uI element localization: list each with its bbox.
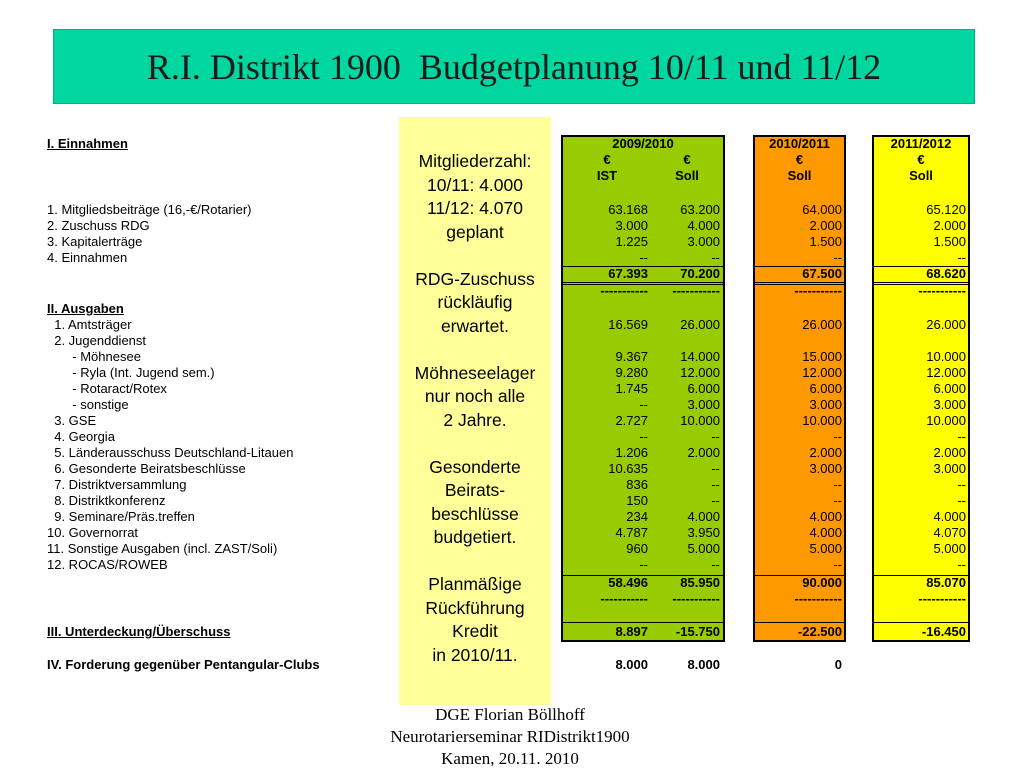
value-cell: --	[639, 250, 648, 265]
row-label: 5. Länderausschuss Deutschland-Litauen	[47, 445, 294, 460]
note-line: beschlüsse	[431, 503, 519, 524]
rule-line	[561, 575, 725, 576]
row-label: - Ryla (Int. Jugend sem.)	[47, 365, 215, 380]
value-cell: --	[711, 429, 720, 444]
value-cell: --	[833, 429, 842, 444]
value-cell: 26.000	[680, 317, 720, 332]
value-cell: 10.000	[680, 413, 720, 428]
value-cell: --	[833, 557, 842, 572]
value-cell: 68.620	[926, 266, 966, 281]
value-cell: 1.225	[615, 234, 648, 249]
row-label: 2. Jugenddienst	[47, 333, 147, 348]
separator-dashes: -----------	[794, 283, 842, 298]
section-ausgaben: II. Ausgaben	[47, 301, 124, 316]
value-cell: --	[711, 477, 720, 492]
value-cell: 67.393	[608, 266, 648, 281]
value-cell: --	[639, 557, 648, 572]
note-line: in 2010/11.	[432, 644, 518, 665]
value-cell: 58.496	[608, 575, 648, 590]
value-cell: 9.367	[615, 349, 648, 364]
slide-title: R.I. Distrikt 1900 Budgetplanung 10/11 und 11/12	[146, 46, 882, 87]
value-cell: 8.897	[615, 624, 648, 639]
note-line: erwartet.	[440, 315, 510, 336]
value-cell: 4.787	[615, 525, 648, 540]
value-cell: 2.000	[687, 445, 720, 460]
value-cell: 9.280	[615, 365, 648, 380]
row-label: 1. Mitgliedsbeiträge (16,-€/Rotarier)	[47, 202, 252, 217]
header-currency-soll-1011: €	[795, 152, 804, 167]
note-line: Beirats-	[444, 480, 506, 500]
footer-event: Neurotarierseminar RIDistrikt1900	[390, 727, 630, 746]
note-line: Planmäßige	[428, 574, 522, 594]
row-label: 3. GSE	[47, 413, 97, 428]
note-line: geplant	[446, 221, 504, 242]
footer-date: Kamen, 20.11. 2010	[441, 749, 579, 768]
header-year-2010-2011: 2010/2011	[769, 136, 830, 151]
value-cell: 4.000	[687, 218, 720, 233]
value-cell: 3.950	[687, 525, 720, 540]
value-cell: 26.000	[802, 317, 842, 332]
value-cell: -16.450	[921, 624, 966, 639]
header-type-soll-0910: Soll	[675, 168, 699, 183]
value-cell: 3.000	[933, 461, 966, 476]
value-cell: 3.000	[809, 397, 842, 412]
header-currency-soll-0910: €	[683, 152, 691, 167]
value-cell: 1.500	[933, 234, 966, 249]
value-cell: --	[711, 461, 720, 476]
value-cell: --	[957, 477, 966, 492]
row-label: 2. Zuschuss RDG	[47, 218, 150, 233]
row-label: 7. Distriktversammlung	[47, 477, 187, 492]
separator-dashes: -----------	[918, 283, 966, 298]
note-line: Kredit	[452, 621, 498, 641]
value-cell: --	[957, 429, 966, 444]
note-line: Gesonderte	[429, 456, 521, 477]
note-line: 10/11: 4.000	[426, 174, 523, 195]
rule-line	[753, 282, 846, 285]
value-cell: 8.000	[615, 657, 648, 672]
value-cell: 3.000	[809, 461, 842, 476]
separator-dashes: -----------	[672, 591, 720, 606]
header-currency-ist: €	[603, 152, 611, 167]
rule-line	[753, 622, 846, 623]
value-cell: --	[957, 493, 966, 508]
row-label: 12. ROCAS/ROWEB	[47, 557, 168, 572]
value-cell: 12.000	[680, 365, 720, 380]
rule-line	[561, 622, 725, 623]
header-type-soll-1011: Soll	[787, 168, 812, 183]
value-cell: --	[833, 477, 842, 492]
value-cell: --	[833, 493, 842, 508]
note-line: budgetiert.	[433, 527, 517, 547]
value-cell: 67.500	[802, 266, 842, 281]
value-cell: 4.070	[933, 525, 966, 540]
value-cell: 65.120	[926, 202, 966, 217]
value-cell: 1.500	[809, 234, 842, 249]
row-label: 10. Governorrat	[47, 525, 139, 540]
row-label: - sonstige	[47, 397, 129, 412]
rule-line	[561, 266, 725, 267]
value-cell: 70.200	[680, 266, 720, 281]
note-line: nur noch alle	[424, 386, 526, 406]
rule-line	[872, 266, 970, 267]
footer	[330, 704, 690, 770]
value-cell: 8.000	[687, 657, 720, 672]
rule-line	[872, 622, 970, 623]
value-cell: 12.000	[926, 365, 966, 380]
value-cell: --	[957, 557, 966, 572]
value-cell: --	[711, 250, 720, 265]
header-currency-soll-1112: €	[917, 152, 925, 167]
value-cell: 64.000	[802, 202, 842, 217]
value-cell: 2.727	[615, 413, 648, 428]
value-cell: 1.745	[615, 381, 648, 396]
value-cell: 5.000	[933, 541, 966, 556]
row-label: 11. Sonstige Ausgaben (incl. ZAST/Soli)	[47, 541, 278, 556]
rule-line	[872, 282, 970, 285]
value-cell: 6.000	[933, 381, 966, 396]
section-unterdeckung: III. Unterdeckung/Überschuss	[47, 624, 231, 639]
note-line: 2 Jahre.	[443, 409, 507, 430]
separator-dashes: -----------	[600, 283, 648, 298]
value-cell: 960	[626, 541, 648, 556]
row-label: 8. Distriktkonferenz	[47, 493, 166, 508]
value-cell: 12.000	[802, 365, 842, 380]
header-year-2011-2012: 2011/2012	[890, 136, 952, 151]
separator-dashes: -----------	[600, 591, 648, 606]
separator-dashes: -----------	[918, 591, 966, 606]
value-cell: 234	[626, 509, 648, 524]
header-year-2009-2010: 2009/2010	[612, 136, 674, 151]
value-cell: 0	[834, 657, 842, 672]
value-cell: --	[833, 250, 842, 265]
row-label: 3. Kapitalerträge	[47, 234, 143, 249]
value-cell: 4.000	[809, 509, 842, 524]
value-cell: 2.000	[809, 445, 842, 460]
value-cell: --	[711, 557, 720, 572]
note-line: 11/12: 4.070	[426, 198, 523, 218]
row-label: - Rotaract/Rotex	[47, 381, 167, 396]
value-cell: 26.000	[926, 317, 966, 332]
row-label: - Möhnesee	[47, 349, 141, 364]
separator-dashes: -----------	[672, 283, 720, 298]
row-label: 4. Georgia	[47, 429, 115, 444]
value-cell: 63.200	[680, 202, 720, 217]
value-cell: 6.000	[687, 381, 720, 396]
value-cell: 10.000	[926, 413, 966, 428]
value-cell: 4.000	[933, 509, 966, 524]
value-cell: 63.168	[608, 202, 648, 217]
rule-line	[872, 575, 970, 576]
note-line: Mitgliederzahl:	[418, 151, 532, 171]
footer-author: DGE Florian Böllhoff	[435, 705, 585, 724]
value-cell: 5.000	[809, 541, 842, 556]
value-cell: 10.000	[926, 349, 966, 364]
row-label: 1. Amtsträger	[47, 317, 132, 332]
value-cell: 836	[626, 477, 648, 492]
value-cell: 90.000	[802, 575, 842, 590]
row-label: 9. Seminare/Präs.treffen	[47, 509, 195, 524]
value-cell: 3.000	[687, 397, 720, 412]
value-cell: 10.000	[802, 413, 842, 428]
value-cell: 150	[626, 493, 648, 508]
value-cell: 85.950	[680, 575, 720, 590]
value-cell: --	[957, 250, 966, 265]
value-cell: 3.000	[933, 397, 966, 412]
rule-line	[561, 282, 725, 285]
value-cell: 10.635	[608, 461, 648, 476]
section-einnahmen: I. Einnahmen	[47, 136, 128, 151]
value-cell: 4.000	[809, 525, 842, 540]
side-note	[399, 117, 551, 705]
value-cell: --	[639, 397, 648, 412]
note-line: rückläufig	[437, 292, 513, 312]
note-line: RDG-Zuschuss	[415, 268, 535, 289]
section-forderung: IV. Forderung gegenüber Pentangular-Clubs	[47, 657, 320, 672]
row-label: 4. Einnahmen	[47, 250, 128, 265]
value-cell: 3.000	[615, 218, 648, 233]
value-cell: 6.000	[809, 381, 842, 396]
value-cell: 16.569	[608, 317, 648, 332]
value-cell: 2.000	[933, 445, 966, 460]
value-cell: --	[711, 493, 720, 508]
value-cell: 4.000	[687, 509, 720, 524]
value-cell: 3.000	[687, 234, 720, 249]
value-cell: 15.000	[802, 349, 842, 364]
value-cell: 5.000	[687, 541, 720, 556]
value-cell: 2.000	[933, 218, 966, 233]
value-cell: --	[639, 429, 648, 444]
value-cell: 2.000	[809, 218, 842, 233]
value-cell: 1.206	[615, 445, 648, 460]
separator-dashes: -----------	[794, 591, 842, 606]
rule-line	[753, 575, 846, 576]
value-cell: 14.000	[680, 349, 720, 364]
rule-line	[753, 266, 846, 267]
header-type-ist: IST	[596, 168, 618, 183]
row-label: 6. Gesonderte Beiratsbeschlüsse	[47, 461, 246, 476]
value-cell: -15.750	[675, 624, 720, 639]
value-cell: 85.070	[926, 575, 966, 590]
value-cell: -22.500	[797, 624, 842, 639]
header-type-soll-1112: Soll	[909, 168, 933, 183]
note-line: Rückführung	[425, 597, 525, 618]
title-banner	[53, 29, 975, 104]
note-line: Möhneseelager	[414, 362, 536, 383]
